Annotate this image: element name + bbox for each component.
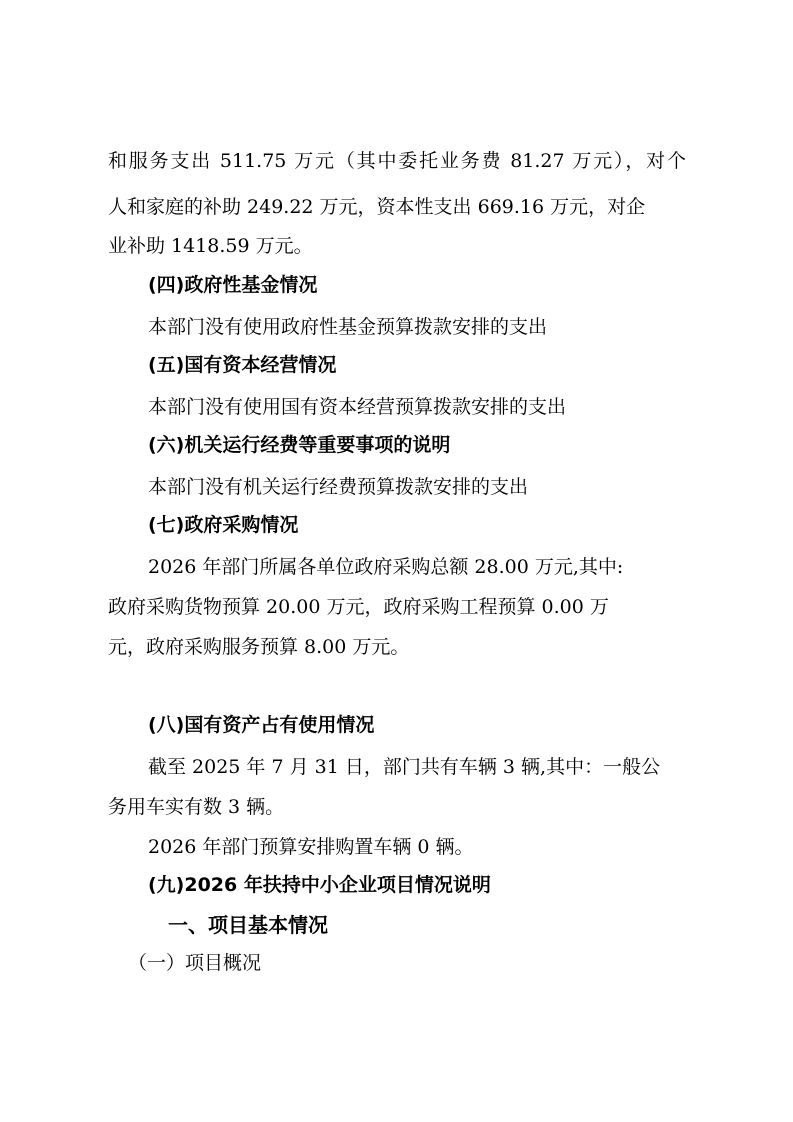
paragraph-procurement-line-1: 2026 年部门所属各单位政府采购总额 28.00 万元,其中: <box>148 556 624 578</box>
paragraph-procurement-line-2: 政府采购货物预算 20.00 万元，政府采购工程预算 0.00 万 <box>108 596 609 618</box>
subsection-heading-project-overview: （一）项目概况 <box>128 952 262 974</box>
section-heading-procurement: (七)政府采购情况 <box>148 514 299 536</box>
paragraph-expenditure-line-3: 业补助 1418.59 万元。 <box>108 235 313 257</box>
paragraph-procurement-line-3: 元，政府采购服务预算 8.00 万元。 <box>108 636 410 658</box>
section-heading-operating-costs: (六)机关运行经费等重要事项的说明 <box>148 434 451 456</box>
paragraph-assets-line-2: 务用车实有数 3 辆。 <box>108 796 285 818</box>
paragraph-expenditure-line-2: 人和家庭的补助 249.22 万元，资本性支出 669.16 万元，对企 <box>108 196 646 218</box>
subsection-heading-project-basics: 一、项目基本情况 <box>168 913 328 937</box>
paragraph-assets-line-1: 截至 2025 年 7 月 31 日，部门共有车辆 3 辆,其中：一般公 <box>148 756 661 778</box>
section-heading-state-capital: (五)国有资本经营情况 <box>148 354 337 376</box>
section-text-state-capital: 本部门没有使用国有资本经营预算拨款安排的支出 <box>148 396 567 418</box>
paragraph-expenditure-line-1: 和服务支出 511.75 万元（其中委托业务费 81.27 万元），对个 <box>108 150 686 172</box>
section-heading-government-funds: (四)政府性基金情况 <box>148 274 318 296</box>
section-heading-state-assets: (八)国有资产占有使用情况 <box>148 714 375 736</box>
section-text-operating-costs: 本部门没有机关运行经费预算拨款安排的支出 <box>148 476 529 498</box>
paragraph-vehicle-purchase: 2026 年部门预算安排购置车辆 0 辆。 <box>148 836 474 858</box>
section-text-government-funds: 本部门没有使用政府性基金预算拨款安排的支出 <box>148 316 548 338</box>
section-heading-sme-support: (九)2026 年扶持中小企业项目情况说明 <box>148 874 491 896</box>
